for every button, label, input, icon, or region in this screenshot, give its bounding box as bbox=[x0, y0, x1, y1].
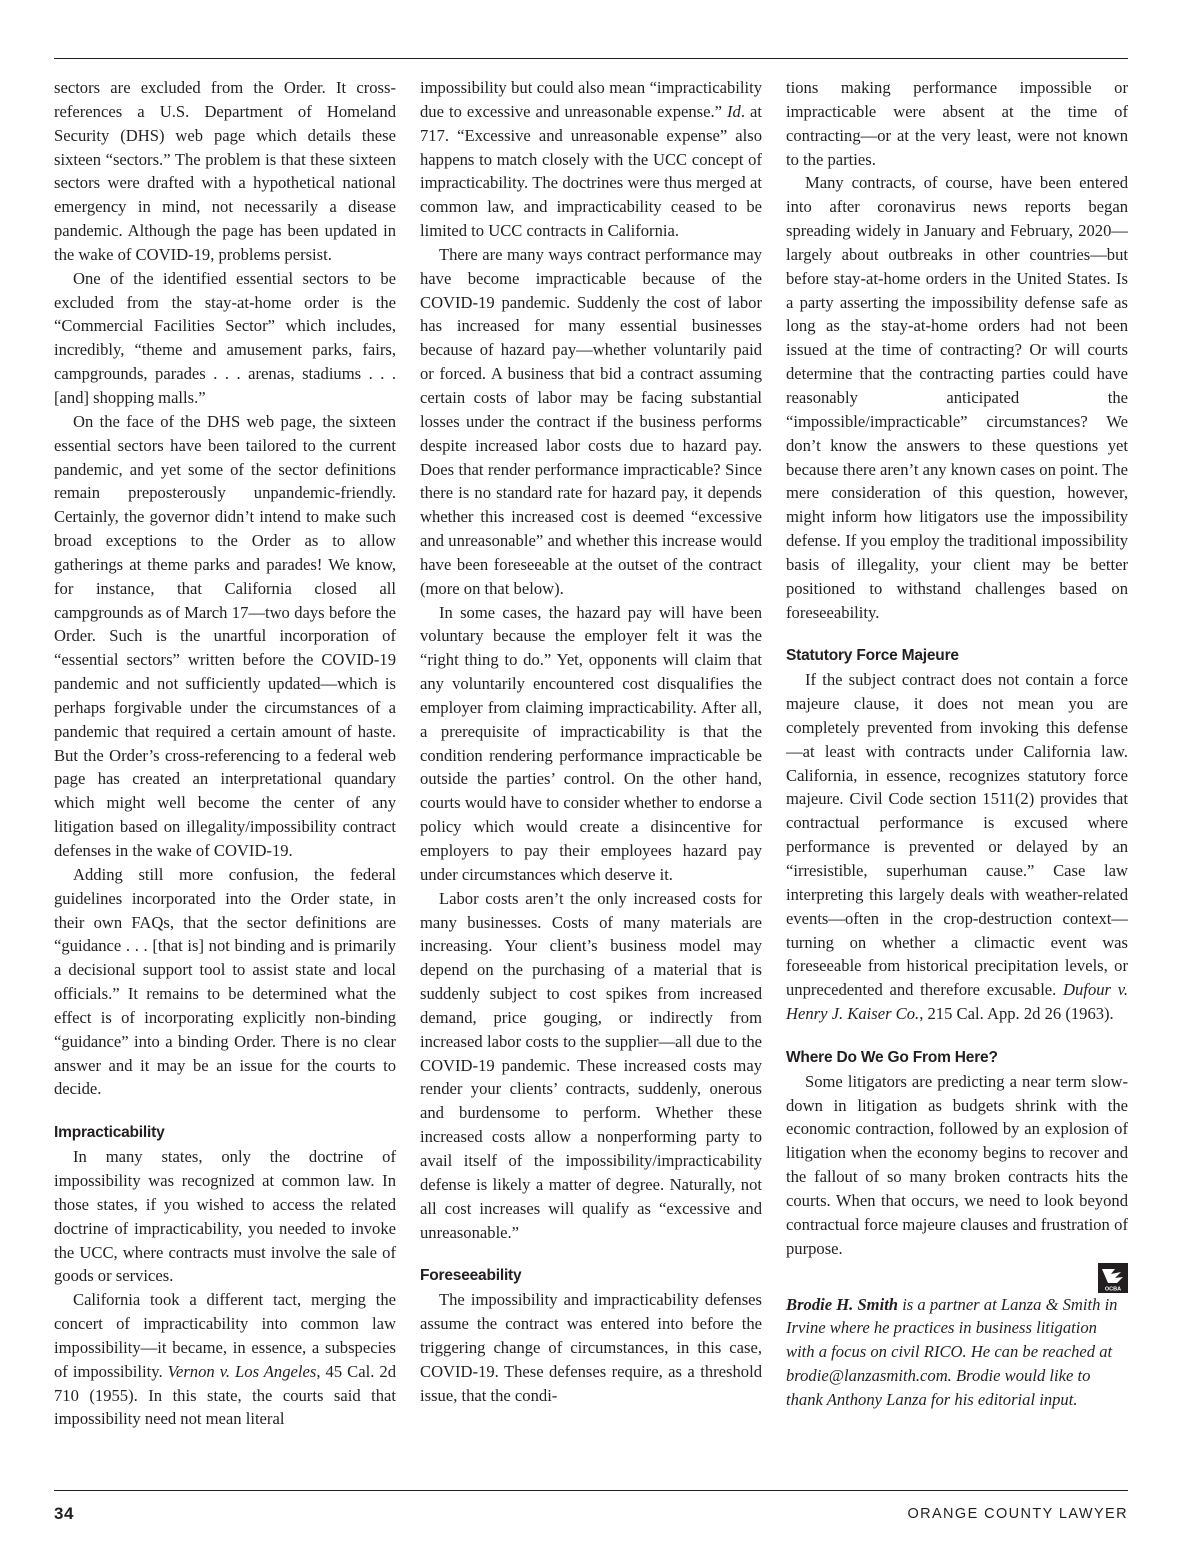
column-2 bbox=[420, 76, 762, 1407]
author-bio-text: is a partner at Lanza & Smith in Irvine where he practices in business litigation with a focus on civil RICO. He can be reached at brodie@lanzasmith.com. Brodie would like to thank Anthony Lanza for his editorial input. bbox=[786, 1294, 1118, 1409]
case-citation: Dufour v. Henry J. Kaiser Co. bbox=[786, 980, 1128, 1024]
paragraph bbox=[420, 76, 762, 243]
page-number: 34 bbox=[54, 1504, 74, 1523]
paragraph bbox=[786, 668, 1128, 1026]
author-name: Brodie H. Smith bbox=[786, 1294, 899, 1314]
ocba-logo bbox=[786, 1263, 1128, 1293]
column-1 bbox=[54, 76, 396, 1431]
bottom-rule bbox=[54, 1490, 1128, 1491]
paragraph: One of the identified essential sectors to be excluded from the stay-at-home order is the “Commercial Facilities Sector” which includes, incredibly, “theme and amusement parks, fairs, campgrounds, parades . . . arenas, stadiums . . . [and] shopping malls.” bbox=[54, 268, 396, 407]
top-rule bbox=[54, 58, 1128, 59]
paragraph: The impossibility and impracticability defenses assume the contract was entered into before the triggering change of circumstances, in this case, COVID-19. These defenses require, as a threshold issue, that the condi- bbox=[420, 1290, 762, 1405]
text-run: If the subject contract does not contain a force majeure clause, it does not mean you are completely prevented from invoking this defense—at least with contracts under California law. California, in essence, recognizes statutory force majeure. Civil Code section 1511(2) provides that contractual performance is excused where performance is prevented or delayed by an “irresistible, superhuman cause.” Case law interpreting this largely deals with weather-related events—often in the crop-destruction context—turning on whether a climactic event was foreseeable from historical precipitation levels, or unprecedented and therefore excusable. bbox=[786, 670, 1128, 1000]
paragraph: Some litigators are predicting a near term slow-down in litigation as budgets shrink with the economic contraction, followed by an explosion of litigation when the economy begins to recover and the fallout of so many broken contracts hits the courts. When that occurs, we need to look beyond contractual force majeure clauses and frustration of purpose. bbox=[786, 1071, 1128, 1258]
paragraph: There are many ways contract performance may have become impracticable because of the COVID-19 pandemic. Suddenly the cost of labor has increased for many essential businesses because of hazard pay—whether voluntarily paid or forced. A business that bid a contract assuming certain costs of labor may be facing substantial losses under the contract if the business performs despite increased labor costs due to hazard pay. Does that render performance impracticable? Since there is no standard rate for hazard pay, it depends whether this increased cost is deemed “excessive and unreasonable” and whether this increase would have been foreseeable at the outset of the contract (more on that below). bbox=[420, 244, 762, 598]
case-citation: Vernon v. Los Angeles bbox=[167, 1361, 317, 1381]
citation-id: Id bbox=[727, 101, 741, 121]
paragraph: Labor costs aren’t the only increased costs for many businesses. Costs of many materials are increasing. Your client’s business model may depend on the purchasing of a material that is suddenly subject to cost spikes from increased demand, price gouging, or indirectly from increased labor costs to the supplier—all due to the COVID-19 pandemic. These increased costs may render your clients’ contracts, suddenly, onerous and burdensome to perform. Whether these increased costs allow a nonperforming party to avail itself of the impossibility/impracticability defense is likely a matter of degree. Naturally, not all cost increases will qualify as “excessive and unreasonable.” bbox=[420, 888, 762, 1242]
paragraph: In many states, only the doctrine of impossibility was recognized at common law. In those states, if you wished to access the related doctrine of impracticability, you needed to invoke the UCC, where contracts must involve the sale of goods or services. bbox=[54, 1147, 396, 1286]
paragraph: Adding still more confusion, the federal guidelines incorporated into the Order state, in their own FAQs, that the sector definitions are “guidance . . . [that is] not binding and is primarily a decisional support tool to assist state and local officials.” It remains to be determined what the effect is of incorporating explicitly non-binding “guidance” into a binding Order. There is no clear answer and it may be an issue for the courts to decide. bbox=[54, 864, 396, 1099]
text-run: impossibility but could also mean “impracticability due to excessive and unreasonable expense.” bbox=[420, 78, 762, 121]
text-run: , 45 Cal. 2d 710 (1955). In this state, the courts said that impossibility need not mean literal bbox=[54, 1361, 396, 1429]
section-heading-force-majeure: Statutory Force Majeure bbox=[786, 647, 959, 665]
ocba-logo-icon bbox=[1098, 1263, 1128, 1293]
paragraph: Many contracts, of course, have been entered into after coronavirus news reports began spreading widely in January and February, 2020—largely about outbreaks in other countries—but before stay-at-home orders in the United States. Is a party asserting the impossibility defense safe as long as the stay-at-home orders had not been issued at the time of contracting? Or will courts determine that the contracting parties could have reasonably anticipated the “impossible/impracticable” circumstances? We don’t know the answers to these questions yet because there aren’t any known cases on point. The mere consideration of this question, however, might inform how litigators use the impossibility defense. If you employ the traditional impossibility basis of illegality, your client may be better positioned to withstand challenges based on foreseeability. bbox=[786, 173, 1128, 622]
author-bio bbox=[786, 1293, 1128, 1412]
paragraph: sectors are excluded from the Order. It cross-references a U.S. Department of Homeland Security (DHS) web page which details these sixteen “sectors.” The problem is that these sixteen sectors were drafted with a hypothetical national emergency in mind, not necessarily a disease pandemic. Although the page has been updated in the wake of COVID-19, problems persist. bbox=[54, 78, 396, 264]
publication-name: ORANGE COUNTY LAWYER bbox=[907, 1506, 1128, 1522]
section-heading-where-from-here: Where Do We Go From Here? bbox=[786, 1048, 998, 1066]
column-3 bbox=[786, 76, 1128, 1412]
paragraph: In some cases, the hazard pay will have been voluntary because the employer felt it was the “right thing to do.” Yet, opponents will claim that any voluntarily encountered cost disqualifies the employer from claiming impracticability. After all, a prerequisite of impracticability is that the condition rendering performance impracticable be outside the parties’ control. On the other hand, courts would have to consider whether to endorse a policy which would create a disincentive for employers to pay their employees hazard pay under circumstances which deserve it. bbox=[420, 602, 762, 884]
paragraph: On the face of the DHS web page, the sixteen essential sectors have been tailored to the current pandemic, and yet some of the sector definitions remain preposterously unpandemic-friendly. Certainly, the governor didn’t intend to make such broad exceptions to the Order as to allow gatherings at theme parks and parades! We know, for instance, that California closed all campgrounds as of March 17—two days before the Order. Such is the unartful incorporation of “essential sectors” written before the COVID-19 pandemic and not sufficiently updated—which is perhaps forgivable under the circumstances of a pandemic that required a certain amount of haste. But the Order’s cross-referencing to a federal web page has created an interpretational quandary which might well become the center of any litigation based on illegality/impossibility contract defenses in the wake of COVID-19. bbox=[54, 411, 396, 860]
ocba-logo-text: OCBA bbox=[1104, 1286, 1122, 1292]
text-run: California took a different tact, merging the concert of impracticability into common law impossibility—it became, in essence, a subspecies of impossibility. bbox=[54, 1290, 396, 1381]
text-run: , 215 Cal. App. 2d 26 (1963). bbox=[919, 1004, 1114, 1024]
section-heading-foreseeability: Foreseeability bbox=[420, 1267, 522, 1285]
text-run: . at 717. “Excessive and unreasonable expense” also happens to match closely with the UCC concept of impracticability. The doctrines were thus merged at common law, and impracticability ceased to be limited to UCC contracts in California. bbox=[420, 101, 762, 241]
paragraph: tions making performance impossible or impracticable were absent at the time of contracting—or at the very least, were not known to the parties. bbox=[786, 78, 1128, 169]
paragraph bbox=[54, 1288, 396, 1431]
section-heading-impracticability: Impracticability bbox=[54, 1124, 165, 1142]
